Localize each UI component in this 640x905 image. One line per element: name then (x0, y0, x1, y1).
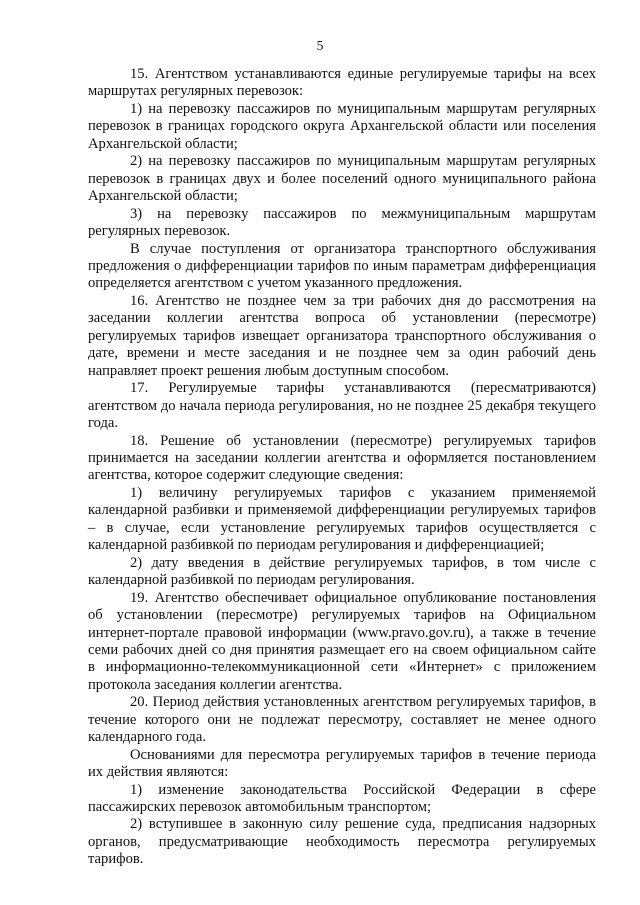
paragraph-15-note: В случае поступления от организатора транспортного обслуживания предложения о дифференциации тарифов по иным параметрам дифференциация определяется агентством с учетом указанного предложения. (88, 240, 596, 292)
paragraph-15: 15. Агентством устанавливаются единые регулируемые тарифы на всех маршрутах регулярных перевозок: (88, 66, 596, 100)
paragraph-17: 17. Регулируемые тарифы устанавливаются (пересматриваются) агентством до начала периода регулирования, но не позднее 25 декабря текущего года. (88, 380, 596, 432)
page-number: 5 (316, 38, 324, 53)
paragraph-20-item-2: 2) вступившее в законную силу решение суда, предписания надзорных органов, предусматривающие необходимость пересмотра регулируемых тарифов. (88, 816, 596, 868)
paragraph-18-item-1: 1) величину регулируемых тарифов с указанием применяемой календарной разбивки и применяемой дифференциации регулируемых тарифов – в случае, если установление регулируемых тарифов осуществляется с календарной разбивкой по периодам регулирования и дифференциацией; (88, 484, 596, 554)
paragraph-18: 18. Решение об установлении (пересмотре) регулируемых тарифов принимается на заседании коллегии агентства и оформляется постановлением агентства, которое содержит следующие сведения: (88, 432, 596, 484)
document-body (88, 66, 596, 869)
paragraph-19: 19. Агентство обеспечивает официальное опубликование постановления об установлении (пересмотре) регулируемых тарифов на Официальном интернет-портале правовой информации (www.pravo.gov.ru), а также в течение семи рабочих дней со дня принятия размещает его на своем официальном сайте в информационно-телекоммуникационной сети «Интернет» с приложением протокола заседания коллегии агентства. (88, 589, 596, 693)
paragraph-20-grounds: Основаниями для пересмотра регулируемых тарифов в течение периода их действия являются: (88, 746, 596, 781)
paragraph-15-item-2: 2) на перевозку пассажиров по муниципальным маршрутам регулярных перевозок в границах двух и более поселений одного муниципального района Архангельской области; (88, 153, 596, 205)
paragraph-20-item-1: 1) изменение законодательства Российской Федерации в сфере пассажирских перевозок автомобильным транспортом; (88, 781, 596, 816)
paragraph-15-item-3: 3) на перевозку пассажиров по межмуниципальным маршрутам регулярных перевозок. (88, 205, 596, 240)
paragraph-16: 16. Агентство не позднее чем за три рабочих дня до рассмотрения на заседании коллегии агентства вопроса об установлении (пересмотре) регулируемых тарифов извещает организатора транспортного обслуживания о дате, времени и месте заседания и не позднее чем за один рабочий день направляет проект решения любым доступным способом. (88, 292, 596, 379)
paragraph-20: 20. Период действия установленных агентством регулируемых тарифов, в течение которого они не подлежат пересмотру, составляет не менее одного календарного года. (88, 694, 596, 746)
paragraph-15-item-1: 1) на перевозку пассажиров по муниципальным маршрутам регулярных перевозок в границах городского округа Архангельской области или поселения Архангельской области; (88, 100, 596, 152)
paragraph-18-item-2: 2) дату введения в действие регулируемых тарифов, в том числе с календарной разбивкой по периодам регулирования. (88, 554, 596, 589)
